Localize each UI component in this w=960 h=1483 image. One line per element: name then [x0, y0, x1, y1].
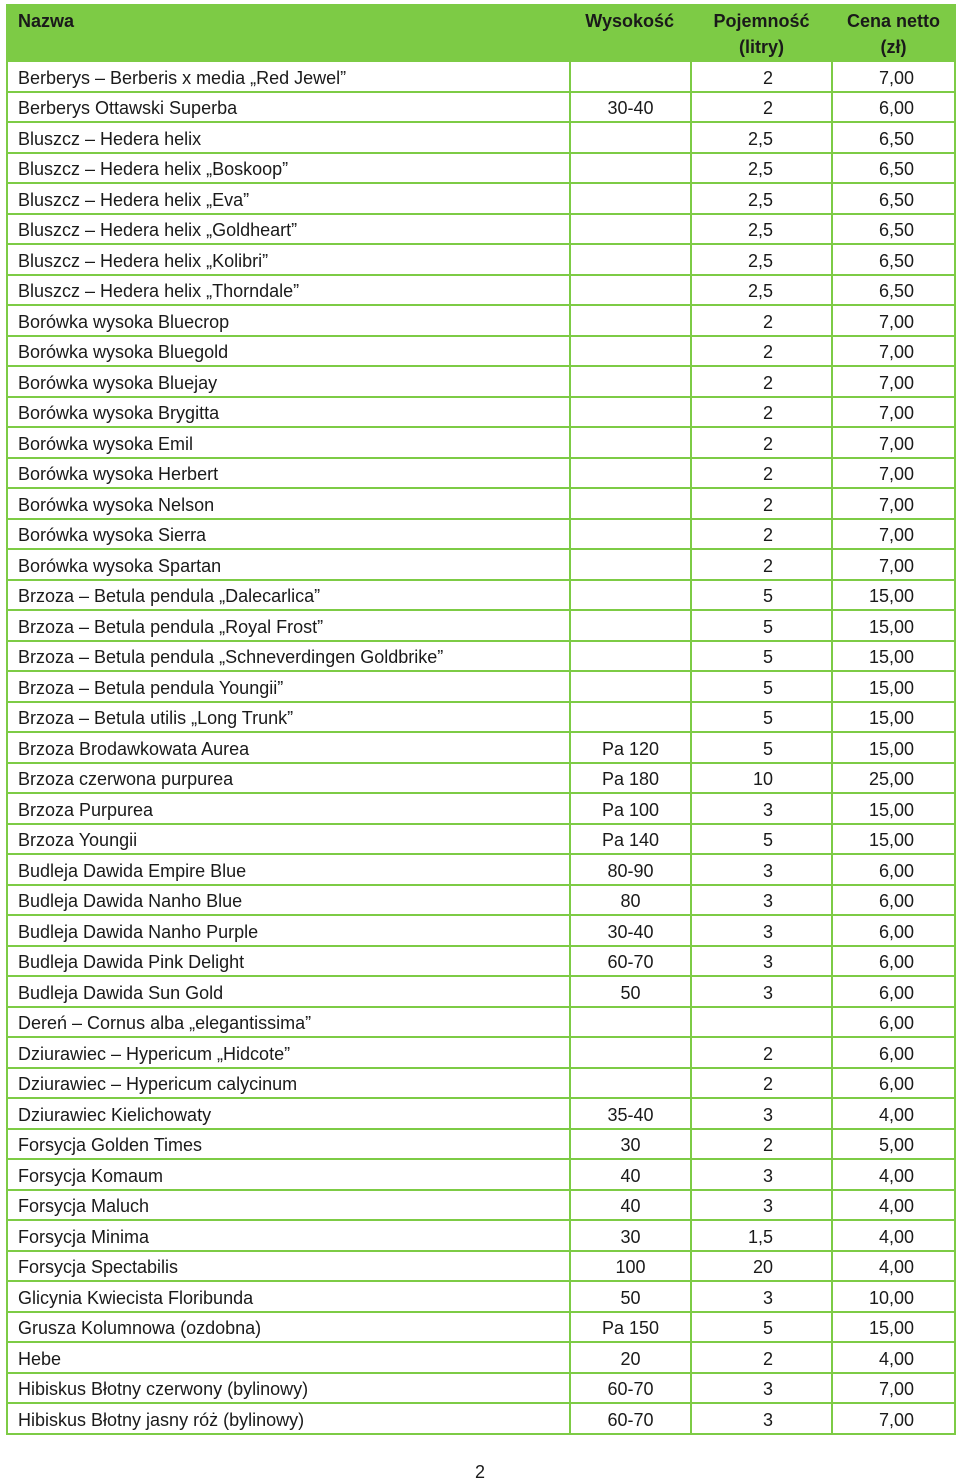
cell-name: Brzoza Brodawkowata Aurea [7, 732, 570, 763]
cell-height [570, 397, 691, 428]
table-row [7, 214, 955, 245]
cell-height [570, 244, 691, 275]
cell-volume: 2 [691, 1068, 832, 1099]
header-name: Nazwa [7, 5, 570, 61]
cell-height: 20 [570, 1342, 691, 1373]
cell-name: Brzoza Youngii [7, 824, 570, 855]
cell-height [570, 1007, 691, 1038]
cell-name: Bluszcz – Hedera helix „Eva” [7, 183, 570, 214]
cell-volume: 2,5 [691, 275, 832, 306]
cell-name: Budleja Dawida Empire Blue [7, 854, 570, 885]
table-row [7, 1251, 955, 1282]
cell-name: Borówka wysoka Bluecrop [7, 305, 570, 336]
cell-name: Forsycja Komaum [7, 1159, 570, 1190]
cell-height: 50 [570, 976, 691, 1007]
cell-price: 15,00 [832, 702, 955, 733]
cell-volume: 2 [691, 488, 832, 519]
cell-volume [691, 1007, 832, 1038]
cell-height: 50 [570, 1281, 691, 1312]
cell-name: Budleja Dawida Sun Gold [7, 976, 570, 1007]
cell-price: 7,00 [832, 1373, 955, 1404]
cell-price: 6,50 [832, 153, 955, 184]
table-row [7, 336, 955, 367]
cell-price: 6,00 [832, 915, 955, 946]
table-row [7, 793, 955, 824]
cell-volume: 5 [691, 732, 832, 763]
cell-height [570, 183, 691, 214]
cell-name: Borówka wysoka Bluegold [7, 336, 570, 367]
cell-volume: 2,5 [691, 183, 832, 214]
cell-price: 15,00 [832, 580, 955, 611]
cell-height: Pa 120 [570, 732, 691, 763]
cell-height: 40 [570, 1159, 691, 1190]
cell-price: 15,00 [832, 641, 955, 672]
table-row [7, 1129, 955, 1160]
cell-price: 7,00 [832, 305, 955, 336]
cell-height [570, 61, 691, 92]
cell-volume: 3 [691, 1098, 832, 1129]
cell-volume: 2 [691, 397, 832, 428]
cell-height: 30 [570, 1129, 691, 1160]
cell-volume: 2 [691, 61, 832, 92]
table-row [7, 763, 955, 794]
table-row [7, 122, 955, 153]
cell-price: 4,00 [832, 1190, 955, 1221]
cell-name: Dereń – Cornus alba „elegantissima” [7, 1007, 570, 1038]
cell-price: 6,00 [832, 854, 955, 885]
cell-name: Borówka wysoka Bluejay [7, 366, 570, 397]
cell-price: 15,00 [832, 610, 955, 641]
cell-volume: 2 [691, 366, 832, 397]
cell-height [570, 549, 691, 580]
cell-name: Borówka wysoka Emil [7, 427, 570, 458]
cell-name: Borówka wysoka Sierra [7, 519, 570, 550]
table-row [7, 397, 955, 428]
cell-price: 7,00 [832, 488, 955, 519]
cell-name: Borówka wysoka Herbert [7, 458, 570, 489]
table-row [7, 1190, 955, 1221]
cell-volume: 2 [691, 1037, 832, 1068]
cell-height: 60-70 [570, 946, 691, 977]
cell-price: 7,00 [832, 519, 955, 550]
cell-name: Bluszcz – Hedera helix „Thorndale” [7, 275, 570, 306]
cell-volume: 20 [691, 1251, 832, 1282]
table-header-row [7, 5, 955, 61]
table-row [7, 976, 955, 1007]
cell-height: 40 [570, 1190, 691, 1221]
table-row [7, 1403, 955, 1434]
header-price: Cena netto (zł) [832, 5, 955, 61]
cell-volume: 2,5 [691, 122, 832, 153]
cell-height: 35-40 [570, 1098, 691, 1129]
table-row [7, 1098, 955, 1129]
cell-name: Budleja Dawida Nanho Blue [7, 885, 570, 916]
table-row [7, 1220, 955, 1251]
cell-height [570, 519, 691, 550]
cell-height: Pa 180 [570, 763, 691, 794]
cell-height: 30-40 [570, 92, 691, 123]
cell-price: 6,50 [832, 214, 955, 245]
cell-name: Forsycja Golden Times [7, 1129, 570, 1160]
cell-price: 4,00 [832, 1159, 955, 1190]
cell-price: 15,00 [832, 793, 955, 824]
cell-price: 15,00 [832, 671, 955, 702]
cell-price: 6,00 [832, 1037, 955, 1068]
cell-height [570, 366, 691, 397]
cell-height: 60-70 [570, 1403, 691, 1434]
table-row [7, 488, 955, 519]
cell-volume: 2 [691, 549, 832, 580]
cell-volume: 2 [691, 427, 832, 458]
cell-name: Budleja Dawida Pink Delight [7, 946, 570, 977]
cell-name: Hibiskus Błotny czerwony (bylinowy) [7, 1373, 570, 1404]
table-row [7, 610, 955, 641]
cell-price: 4,00 [832, 1342, 955, 1373]
cell-height [570, 153, 691, 184]
cell-volume: 2,5 [691, 244, 832, 275]
table-row [7, 824, 955, 855]
cell-price: 6,00 [832, 1007, 955, 1038]
cell-price: 6,00 [832, 976, 955, 1007]
cell-height [570, 458, 691, 489]
cell-name: Bluszcz – Hedera helix „Kolibri” [7, 244, 570, 275]
table-row [7, 366, 955, 397]
cell-volume: 2,5 [691, 153, 832, 184]
cell-price: 7,00 [832, 458, 955, 489]
table-row [7, 61, 955, 92]
cell-height: 30 [570, 1220, 691, 1251]
cell-price: 15,00 [832, 1312, 955, 1343]
cell-price: 6,50 [832, 244, 955, 275]
cell-name: Dziurawiec – Hypericum calycinum [7, 1068, 570, 1099]
cell-height [570, 488, 691, 519]
cell-volume: 2 [691, 1342, 832, 1373]
cell-price: 10,00 [832, 1281, 955, 1312]
cell-price: 6,00 [832, 1068, 955, 1099]
cell-volume: 3 [691, 1403, 832, 1434]
table-row [7, 671, 955, 702]
cell-height [570, 671, 691, 702]
cell-name: Berberys – Berberis x media „Red Jewel” [7, 61, 570, 92]
cell-height [570, 122, 691, 153]
table-row [7, 1007, 955, 1038]
cell-price: 7,00 [832, 366, 955, 397]
table-row [7, 244, 955, 275]
cell-name: Bluszcz – Hedera helix „Goldheart” [7, 214, 570, 245]
table-row [7, 458, 955, 489]
cell-name: Hibiskus Błotny jasny róż (bylinowy) [7, 1403, 570, 1434]
cell-volume: 5 [691, 1312, 832, 1343]
cell-price: 15,00 [832, 732, 955, 763]
cell-height: Pa 140 [570, 824, 691, 855]
cell-volume: 3 [691, 885, 832, 916]
table-row [7, 275, 955, 306]
cell-height: 30-40 [570, 915, 691, 946]
cell-height: 80 [570, 885, 691, 916]
cell-height [570, 336, 691, 367]
cell-volume: 5 [691, 671, 832, 702]
cell-volume: 2 [691, 1129, 832, 1160]
table-row [7, 519, 955, 550]
table-row [7, 427, 955, 458]
cell-volume: 2 [691, 305, 832, 336]
table-row [7, 915, 955, 946]
cell-name: Dziurawiec Kielichowaty [7, 1098, 570, 1129]
cell-height: 60-70 [570, 1373, 691, 1404]
cell-price: 6,50 [832, 122, 955, 153]
cell-name: Bluszcz – Hedera helix „Boskoop” [7, 153, 570, 184]
table-row [7, 885, 955, 916]
cell-height [570, 305, 691, 336]
table-row [7, 1281, 955, 1312]
cell-height [570, 702, 691, 733]
cell-volume: 3 [691, 946, 832, 977]
cell-volume: 3 [691, 793, 832, 824]
cell-volume: 3 [691, 1190, 832, 1221]
cell-name: Grusza Kolumnowa (ozdobna) [7, 1312, 570, 1343]
cell-volume: 2 [691, 92, 832, 123]
cell-price: 4,00 [832, 1251, 955, 1282]
cell-name: Forsycja Maluch [7, 1190, 570, 1221]
table-row [7, 580, 955, 611]
cell-name: Brzoza czerwona purpurea [7, 763, 570, 794]
cell-name: Forsycja Minima [7, 1220, 570, 1251]
table-row [7, 854, 955, 885]
cell-height [570, 214, 691, 245]
cell-volume: 5 [691, 641, 832, 672]
cell-name: Borówka wysoka Brygitta [7, 397, 570, 428]
cell-height: Pa 100 [570, 793, 691, 824]
cell-volume: 5 [691, 824, 832, 855]
cell-volume: 2 [691, 458, 832, 489]
cell-height [570, 610, 691, 641]
cell-name: Brzoza – Betula pendula „Schneverdingen Goldbrike” [7, 641, 570, 672]
cell-name: Hebe [7, 1342, 570, 1373]
table-row [7, 702, 955, 733]
cell-name: Brzoza – Betula utilis „Long Trunk” [7, 702, 570, 733]
price-table [6, 4, 956, 1435]
cell-price: 6,00 [832, 885, 955, 916]
cell-height: 100 [570, 1251, 691, 1282]
cell-price: 6,00 [832, 946, 955, 977]
cell-height [570, 1068, 691, 1099]
cell-price: 7,00 [832, 1403, 955, 1434]
cell-height [570, 580, 691, 611]
table-row [7, 1159, 955, 1190]
cell-height [570, 641, 691, 672]
table-body [7, 61, 955, 1434]
cell-volume: 5 [691, 702, 832, 733]
table-row [7, 1312, 955, 1343]
cell-price: 7,00 [832, 549, 955, 580]
cell-volume: 2,5 [691, 214, 832, 245]
cell-volume: 3 [691, 1281, 832, 1312]
table-row [7, 305, 955, 336]
cell-name: Brzoza – Betula pendula Youngii” [7, 671, 570, 702]
header-volume: Pojemność (litry) [691, 5, 832, 61]
table-row [7, 1373, 955, 1404]
table-row [7, 1068, 955, 1099]
cell-price: 4,00 [832, 1098, 955, 1129]
cell-name: Forsycja Spectabilis [7, 1251, 570, 1282]
cell-volume: 3 [691, 915, 832, 946]
cell-volume: 1,5 [691, 1220, 832, 1251]
table-row [7, 732, 955, 763]
cell-price: 7,00 [832, 397, 955, 428]
table-row [7, 92, 955, 123]
cell-volume: 10 [691, 763, 832, 794]
cell-name: Glicynia Kwiecista Floribunda [7, 1281, 570, 1312]
table-row [7, 641, 955, 672]
table-row [7, 549, 955, 580]
cell-height: Pa 150 [570, 1312, 691, 1343]
cell-name: Budleja Dawida Nanho Purple [7, 915, 570, 946]
table-row [7, 1037, 955, 1068]
cell-price: 6,00 [832, 92, 955, 123]
cell-volume: 2 [691, 336, 832, 367]
cell-name: Brzoza Purpurea [7, 793, 570, 824]
cell-volume: 3 [691, 854, 832, 885]
cell-price: 4,00 [832, 1220, 955, 1251]
table-row [7, 946, 955, 977]
cell-price: 7,00 [832, 336, 955, 367]
cell-volume: 3 [691, 976, 832, 1007]
cell-name: Borówka wysoka Nelson [7, 488, 570, 519]
cell-name: Brzoza – Betula pendula „Dalecarlica” [7, 580, 570, 611]
cell-volume: 2 [691, 519, 832, 550]
cell-name: Bluszcz – Hedera helix [7, 122, 570, 153]
cell-price: 7,00 [832, 61, 955, 92]
table-row [7, 153, 955, 184]
cell-name: Berberys Ottawski Superba [7, 92, 570, 123]
cell-price: 6,50 [832, 183, 955, 214]
cell-height [570, 275, 691, 306]
table-row [7, 183, 955, 214]
cell-price: 7,00 [832, 427, 955, 458]
cell-height [570, 427, 691, 458]
cell-price: 5,00 [832, 1129, 955, 1160]
cell-volume: 5 [691, 610, 832, 641]
cell-name: Brzoza – Betula pendula „Royal Frost” [7, 610, 570, 641]
cell-volume: 3 [691, 1159, 832, 1190]
cell-price: 15,00 [832, 824, 955, 855]
cell-name: Dziurawiec – Hypericum „Hidcote” [7, 1037, 570, 1068]
header-height: Wysokość [570, 5, 691, 61]
cell-volume: 3 [691, 1373, 832, 1404]
cell-price: 6,50 [832, 275, 955, 306]
cell-volume: 5 [691, 580, 832, 611]
page-number: 2 [474, 1462, 485, 1482]
table-row [7, 1342, 955, 1373]
cell-name: Borówka wysoka Spartan [7, 549, 570, 580]
cell-price: 25,00 [832, 763, 955, 794]
cell-height [570, 1037, 691, 1068]
cell-height: 80-90 [570, 854, 691, 885]
